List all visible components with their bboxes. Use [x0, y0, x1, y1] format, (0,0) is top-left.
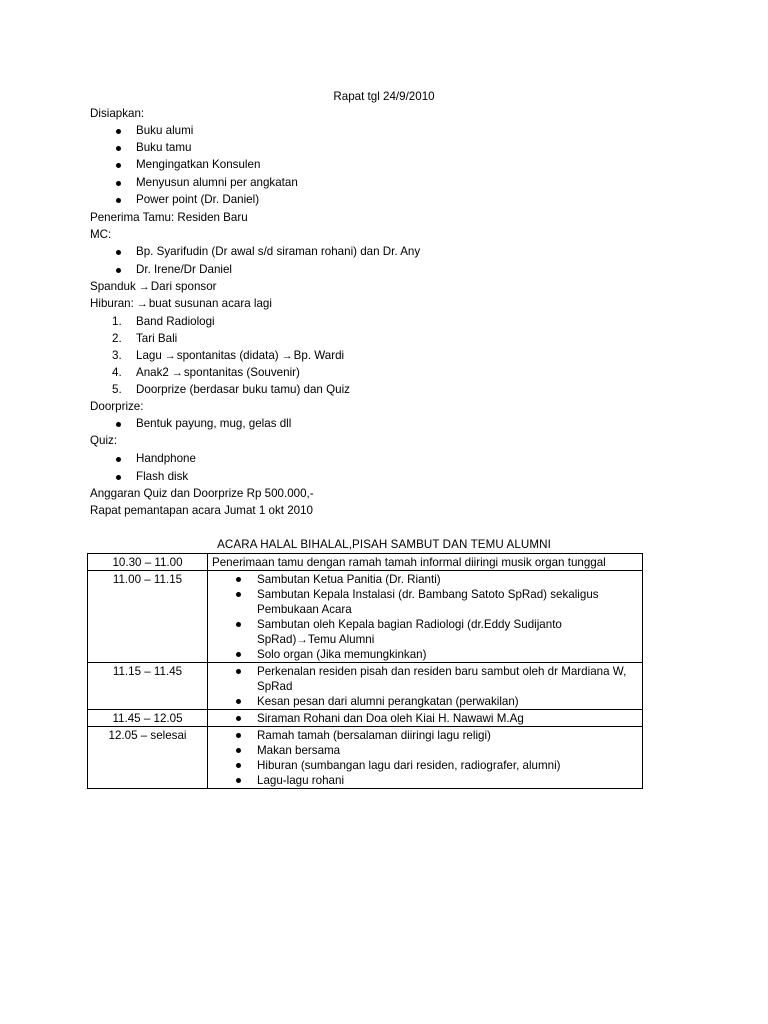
spanduk-line — [90, 280, 217, 294]
list-item: Power point (Dr. Daniel) — [136, 193, 260, 206]
page-title: Rapat tgl 24/9/2010 — [333, 90, 435, 103]
disiapkan-heading: Disiapkan: — [90, 107, 145, 120]
list-item: Dr. Irene/Dr Daniel — [136, 263, 233, 276]
activity-cell — [208, 571, 643, 663]
spanduk-label: Spanduk — [90, 280, 136, 293]
numbered-item: 3. Lagu →spontanitas (didata) →Bp. Wardi — [112, 349, 345, 362]
mc-heading: MC: — [90, 228, 112, 241]
time-cell: 12.05 – selesai — [88, 727, 208, 789]
list-item: Makan bersama — [257, 743, 638, 758]
arrow-right-icon: → — [138, 281, 150, 293]
doorprize-heading: Doorprize: — [90, 400, 144, 413]
list-item: Lagu-lagu rohani — [257, 773, 638, 788]
anggaran-line: Anggaran Quiz dan Doorprize Rp 500.000,- — [90, 487, 314, 500]
time-cell: 11.15 – 11.45 — [88, 663, 208, 710]
list-item: Siraman Rohani dan Doa oleh Kiai H. Nawawi M.Ag — [257, 711, 638, 726]
activity-cell: Penerimaan tamu dengan ramah tamah informal diiringi musik organ tunggal — [208, 554, 643, 571]
schedule-title: ACARA HALAL BIHALAL,PISAH SAMBUT DAN TEMU ALUMNI — [217, 538, 551, 551]
list-item: Ramah tamah (bersalaman diiringi lagu religi) — [257, 728, 638, 743]
hiburan-label: Hiburan: — [90, 297, 134, 310]
numbered-item: 1. Band Radiologi — [112, 315, 215, 328]
numbered-item: 5. Doorprize (berdasar buku tamu) dan Quiz — [112, 383, 350, 396]
activity-cell — [208, 663, 643, 710]
table-row — [88, 710, 643, 727]
spanduk-text: Dari sponsor — [150, 280, 217, 293]
quiz-heading: Quiz: — [90, 434, 118, 447]
list-item: Buku alumi — [136, 124, 194, 137]
activity-cell — [208, 727, 643, 789]
table-row — [88, 727, 643, 789]
time-cell: 11.00 – 11.15 — [88, 571, 208, 663]
list-item: Hiburan (sumbangan lagu dari residen, radiografer, alumni) — [257, 758, 638, 773]
hiburan-text: buat susunan acara lagi — [148, 297, 272, 310]
list-item: Flash disk — [136, 470, 189, 483]
table-row — [88, 663, 643, 710]
penerima-tamu: Penerima Tamu: Residen Baru — [90, 211, 248, 224]
list-item: Solo organ (Jika memungkinkan) — [257, 647, 638, 662]
list-item: Kesan pesan dari alumni perangkatan (perwakilan) — [257, 694, 638, 709]
list-item: Buku tamu — [136, 141, 192, 154]
list-item: Sambutan Ketua Panitia (Dr. Rianti) — [257, 572, 638, 587]
rapat-line: Rapat pemantapan acara Jumat 1 okt 2010 — [90, 504, 314, 517]
table-row — [88, 554, 643, 571]
list-item: Sambutan Kepala Instalasi (dr. Bambang Satoto SpRad) sekaligus Pembukaan Acara — [257, 587, 638, 617]
time-cell: 11.45 – 12.05 — [88, 710, 208, 727]
schedule-table — [87, 553, 643, 789]
table-row — [88, 571, 643, 663]
arrow-right-icon: → — [164, 350, 176, 362]
list-item: Bp. Syarifudin (Dr awal s/d siraman rohani) dan Dr. Any — [136, 245, 421, 258]
list-item: Handphone — [136, 452, 196, 465]
list-item: Menyusun alumni per angkatan — [136, 176, 298, 189]
numbered-item: 4. Anak2 →spontanitas (Souvenir) — [112, 366, 300, 379]
list-item: Mengingatkan Konsulen — [136, 158, 261, 171]
arrow-right-icon: → — [171, 367, 183, 379]
hiburan-line — [90, 297, 272, 311]
list-item: Sambutan oleh Kepala bagian Radiologi (dr.Eddy Sudijanto SpRad)→Temu Alumni — [257, 617, 638, 647]
list-item: Perkenalan residen pisah dan residen baru sambut oleh dr Mardiana W, SpRad — [257, 664, 638, 694]
time-cell: 10.30 – 11.00 — [88, 554, 208, 571]
arrow-right-icon: → — [136, 298, 148, 310]
arrow-right-icon: → — [281, 350, 293, 362]
list-item: Bentuk payung, mug, gelas dll — [136, 417, 292, 430]
activity-cell — [208, 710, 643, 727]
numbered-item: 2. Tari Bali — [112, 332, 178, 345]
